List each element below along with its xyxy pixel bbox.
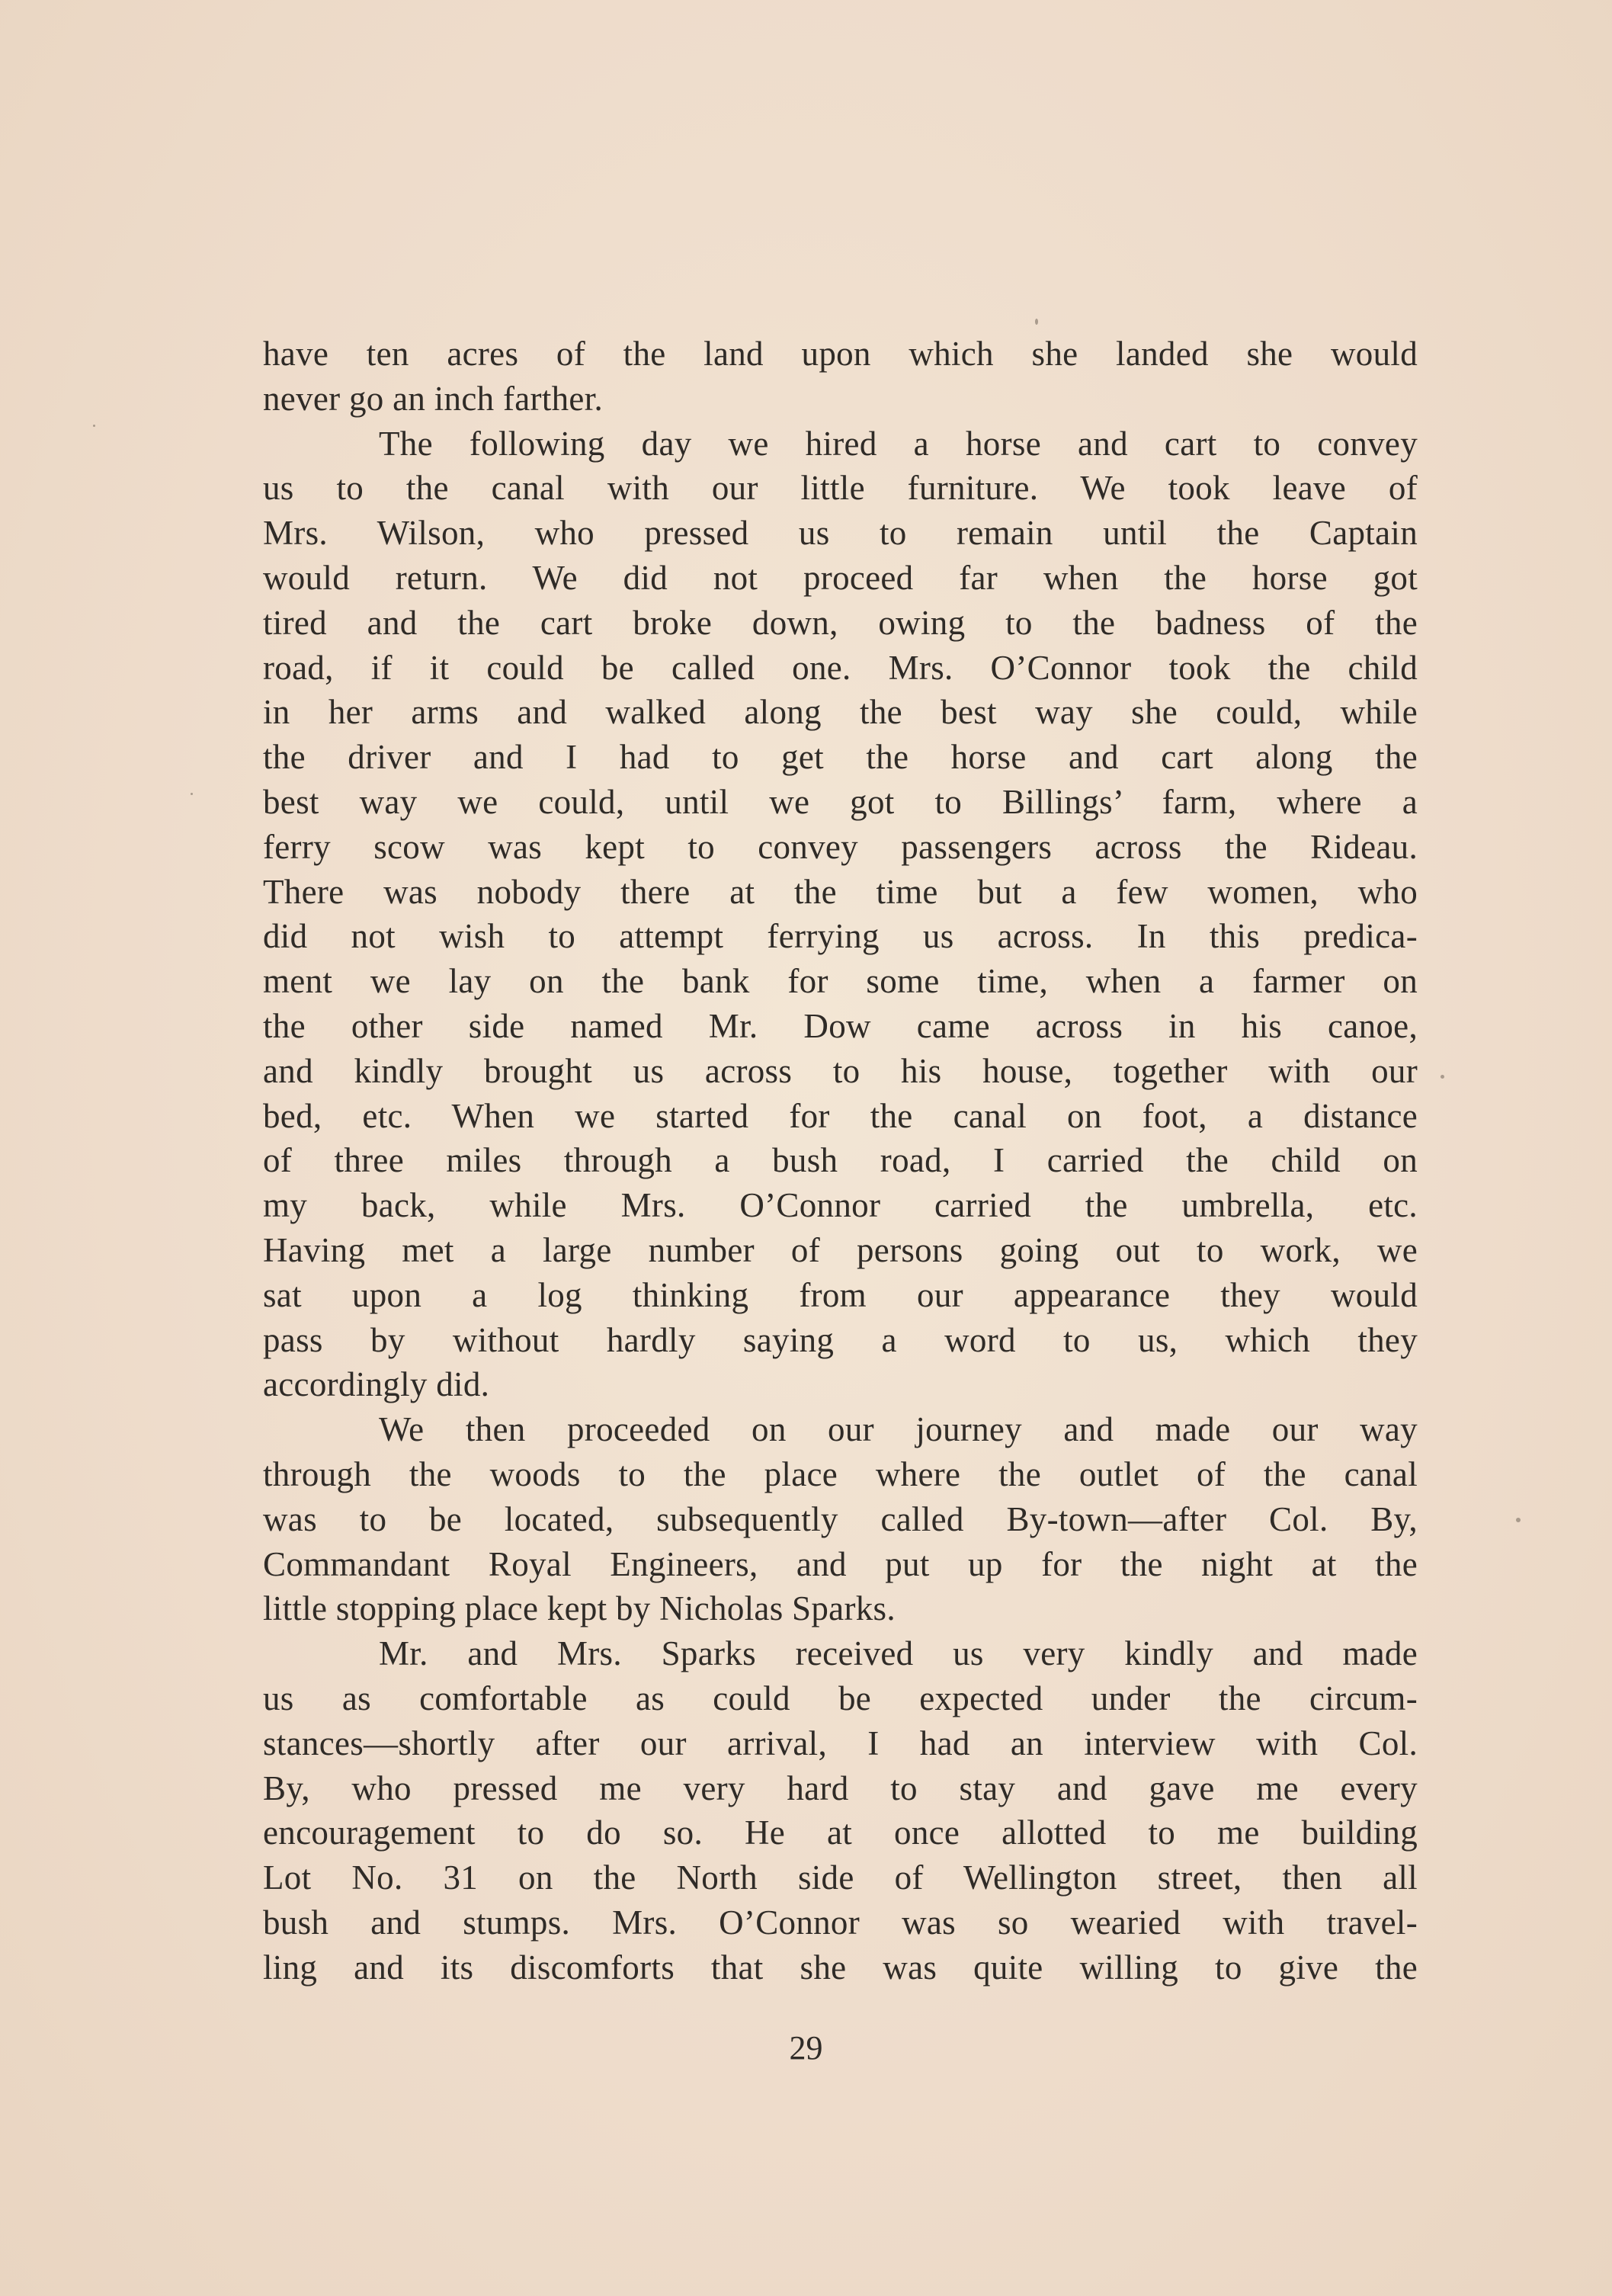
text-line: and kindly brought us across to his house, together with our	[263, 1051, 1418, 1090]
paper-speck	[1035, 319, 1038, 325]
text-line: The following day we hired a horse and cart to convey	[379, 424, 1418, 463]
text-line: us to the canal with our little furniture. We took leave of	[263, 469, 1418, 508]
paper-speck	[1441, 1075, 1444, 1079]
text-line: sat upon a log thinking from our appearance they would	[263, 1275, 1418, 1314]
paper-speck	[1516, 1518, 1521, 1522]
text-line: never go an inch farther.	[263, 379, 604, 418]
text-line: Having met a large number of persons going out to work, we	[263, 1230, 1418, 1269]
text-line: encouragement to do so. He at once allotted to me building	[263, 1813, 1418, 1852]
text-line: was to be located, subsequently called By-town—after Col. By,	[263, 1499, 1418, 1538]
text-line: in her arms and walked along the best way she could, while	[263, 693, 1418, 732]
text-line: We then proceeded on our journey and made our way	[379, 1410, 1418, 1449]
text-line: Mrs. Wilson, who pressed us to remain until the Captain	[263, 514, 1418, 553]
text-line: pass by without hardly saying a word to us, which they	[263, 1320, 1418, 1359]
text-line: of three miles through a bush road, I carried the child on	[263, 1141, 1418, 1180]
text-line: ment we lay on the bank for some time, when a farmer on	[263, 962, 1418, 1001]
text-line: the driver and I had to get the horse and cart along the	[263, 738, 1418, 777]
text-line: ferry scow was kept to convey passengers across the Rideau.	[263, 827, 1418, 866]
text-line: us as comfortable as could be expected under the circum-	[263, 1679, 1418, 1717]
text-line: ling and its discomforts that she was quite willing to give the	[263, 1948, 1418, 1987]
text-line: little stopping place kept by Nicholas Sparks.	[263, 1589, 896, 1628]
text-line: road, if it could be called one. Mrs. O’Connor took the child	[263, 648, 1418, 687]
text-line: Mr. and Mrs. Sparks received us very kindly and made	[379, 1634, 1418, 1673]
text-line: bush and stumps. Mrs. O’Connor was so wearied with travel-	[263, 1903, 1418, 1942]
text-line: Lot No. 31 on the North side of Wellington street, then all	[263, 1858, 1418, 1897]
text-line: would return. We did not proceed far when the horse got	[263, 558, 1418, 597]
text-line: By, who pressed me very hard to stay and gave me every	[263, 1768, 1418, 1807]
paper-speck	[191, 793, 193, 795]
text-line: stances—shortly after our arrival, I had an interview with Col.	[263, 1724, 1418, 1762]
page-number: 29	[789, 2029, 823, 2067]
text-line: bed, etc. When we started for the canal on foot, a distance	[263, 1096, 1418, 1135]
body-text	[263, 332, 1418, 1990]
text-line: did not wish to attempt ferrying us across. In this predica-	[263, 917, 1418, 956]
text-line: Commandant Royal Engineers, and put up for the night at the	[263, 1544, 1418, 1583]
text-line: have ten acres of the land upon which she landed she would	[263, 335, 1418, 373]
text-line: best way we could, until we got to Billings’ farm, where a	[263, 782, 1418, 821]
paper-speck	[93, 425, 95, 427]
text-line: my back, while Mrs. O’Connor carried the umbrella, etc.	[263, 1186, 1418, 1225]
text-line: accordingly did.	[263, 1365, 490, 1404]
text-line: tired and the cart broke down, owing to the badness of the	[263, 603, 1418, 642]
text-line: the other side named Mr. Dow came across in his canoe,	[263, 1006, 1418, 1045]
text-line: There was nobody there at the time but a few women, who	[263, 872, 1418, 911]
text-line: through the woods to the place where the outlet of the canal	[263, 1454, 1418, 1493]
